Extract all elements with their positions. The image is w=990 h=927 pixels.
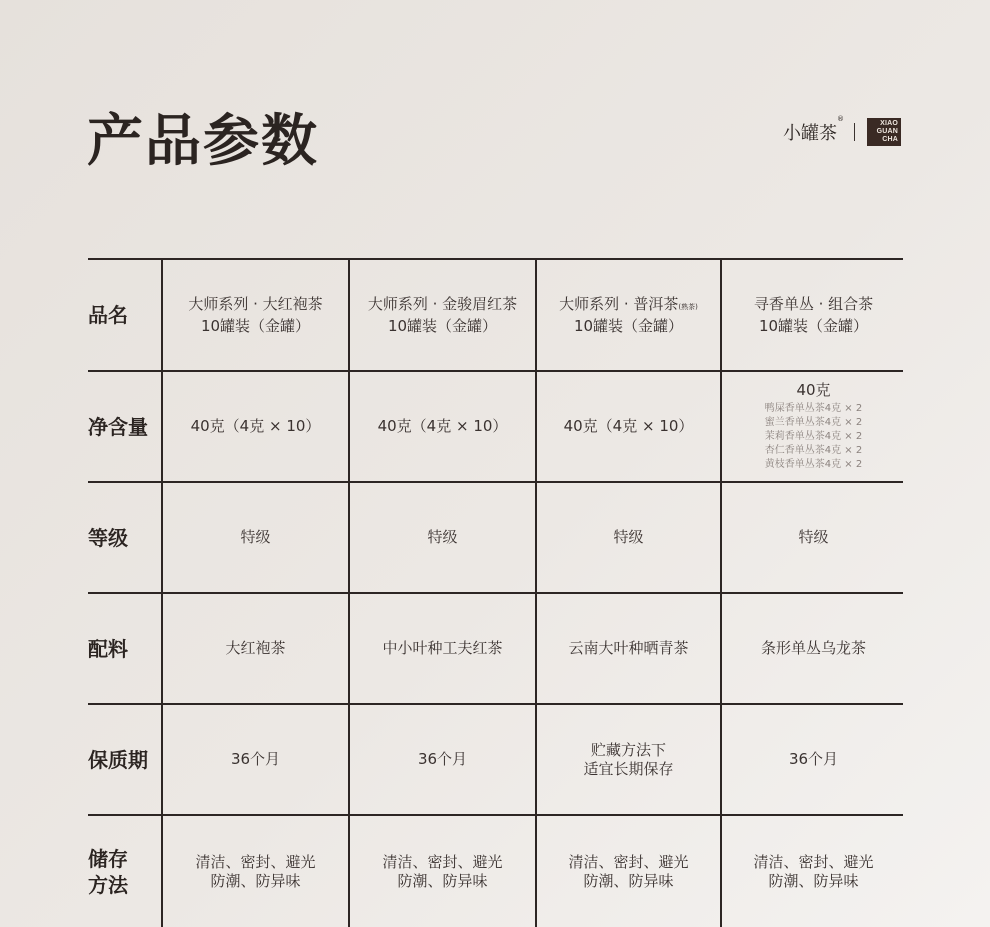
net-weight-detail: 鸭屎香单丛茶4克 × 2 [764,403,863,414]
brand-name: 小罐茶® [783,115,844,144]
name-line: 10罐装（金罐） [387,316,498,335]
name-line: 寻香单丛 · 组合茶 [753,294,874,313]
row-label: 净含量 [88,372,163,481]
product-name-cell [163,260,350,370]
logo-text-line: XIAO [880,120,898,127]
product-name-cell [537,260,722,370]
ingredients-cell: 大红袍茶 [163,594,350,703]
net-weight-detail: 杏仁香单丛茶4克 × 2 [764,445,863,456]
brand-logo-mark [867,118,901,146]
brand-logo [783,117,901,147]
name-line: 10罐装（金罐） [200,316,311,335]
net-weight-detail: 茉莉香单丛茶4克 × 2 [764,431,863,442]
storage-cell: 清洁、密封、避光 防潮、防异味 [537,816,722,927]
cooked-tea-tag: (熟茶) [678,302,698,311]
shelf-life-cell: 36个月 [788,750,839,768]
grade-cell: 特级 [537,483,722,592]
logo-text-line: GUAN [876,128,898,135]
net-weight-detail: 黄枝香单丛茶4克 × 2 [764,459,863,470]
row-label: 保质期 [88,705,163,814]
row-grade [88,483,903,594]
ingredients-cell: 中小叶种工夫红茶 [350,594,537,703]
row-label: 等级 [88,483,163,592]
row-label: 配料 [88,594,163,703]
name-line: 大师系列 · 金骏眉红茶 [367,294,518,313]
logo-text-line: CHA [882,136,898,143]
brand-divider [854,123,855,141]
registered-mark: ® [837,115,844,123]
storage-cell: 清洁、密封、避光 防潮、防异味 [350,816,537,927]
storage-cell: 清洁、密封、避光 防潮、防异味 [753,852,874,890]
net-weight-cell: 40克（4克 × 10） [350,372,537,481]
net-weight-cell: 40克（4克 × 10） [163,372,350,481]
product-name-cell [350,260,537,370]
ingredients-cell: 条形单丛乌龙茶 [760,639,866,657]
ingredients-cell: 云南大叶种晒青茶 [537,594,722,703]
row-shelf-life [88,705,903,816]
row-net-weight [88,372,903,483]
name-line: 10罐装（金罐） [758,316,869,335]
row-name [88,260,903,372]
storage-cell: 清洁、密封、避光 防潮、防异味 [163,816,350,927]
shelf-life-cell: 36个月 [350,705,537,814]
row-storage [88,816,903,927]
shelf-life-cell: 贮藏方法下 适宜长期保存 [537,705,722,814]
row-label: 储存 方法 [88,816,163,927]
row-label: 品名 [88,260,163,370]
grade-cell: 特级 [350,483,537,592]
grade-cell: 特级 [163,483,350,592]
row-ingredients [88,594,903,705]
net-weight-cell [722,372,905,481]
name-line: 大师系列 · 普洱茶(熟茶) [559,294,698,313]
net-weight-detail: 蜜兰香单丛茶4克 × 2 [764,417,863,428]
page-title: 产品参数 [87,109,319,174]
name-line: 10罐装（金罐） [573,316,684,335]
product-name-cell [722,260,905,370]
grade-cell: 特级 [798,528,829,546]
net-weight-cell: 40克（4克 × 10） [537,372,722,481]
shelf-life-cell: 36个月 [163,705,350,814]
net-weight-total: 40克 [796,381,831,399]
name-line: 大师系列 · 大红袍茶 [188,294,323,313]
spec-table [88,258,903,927]
